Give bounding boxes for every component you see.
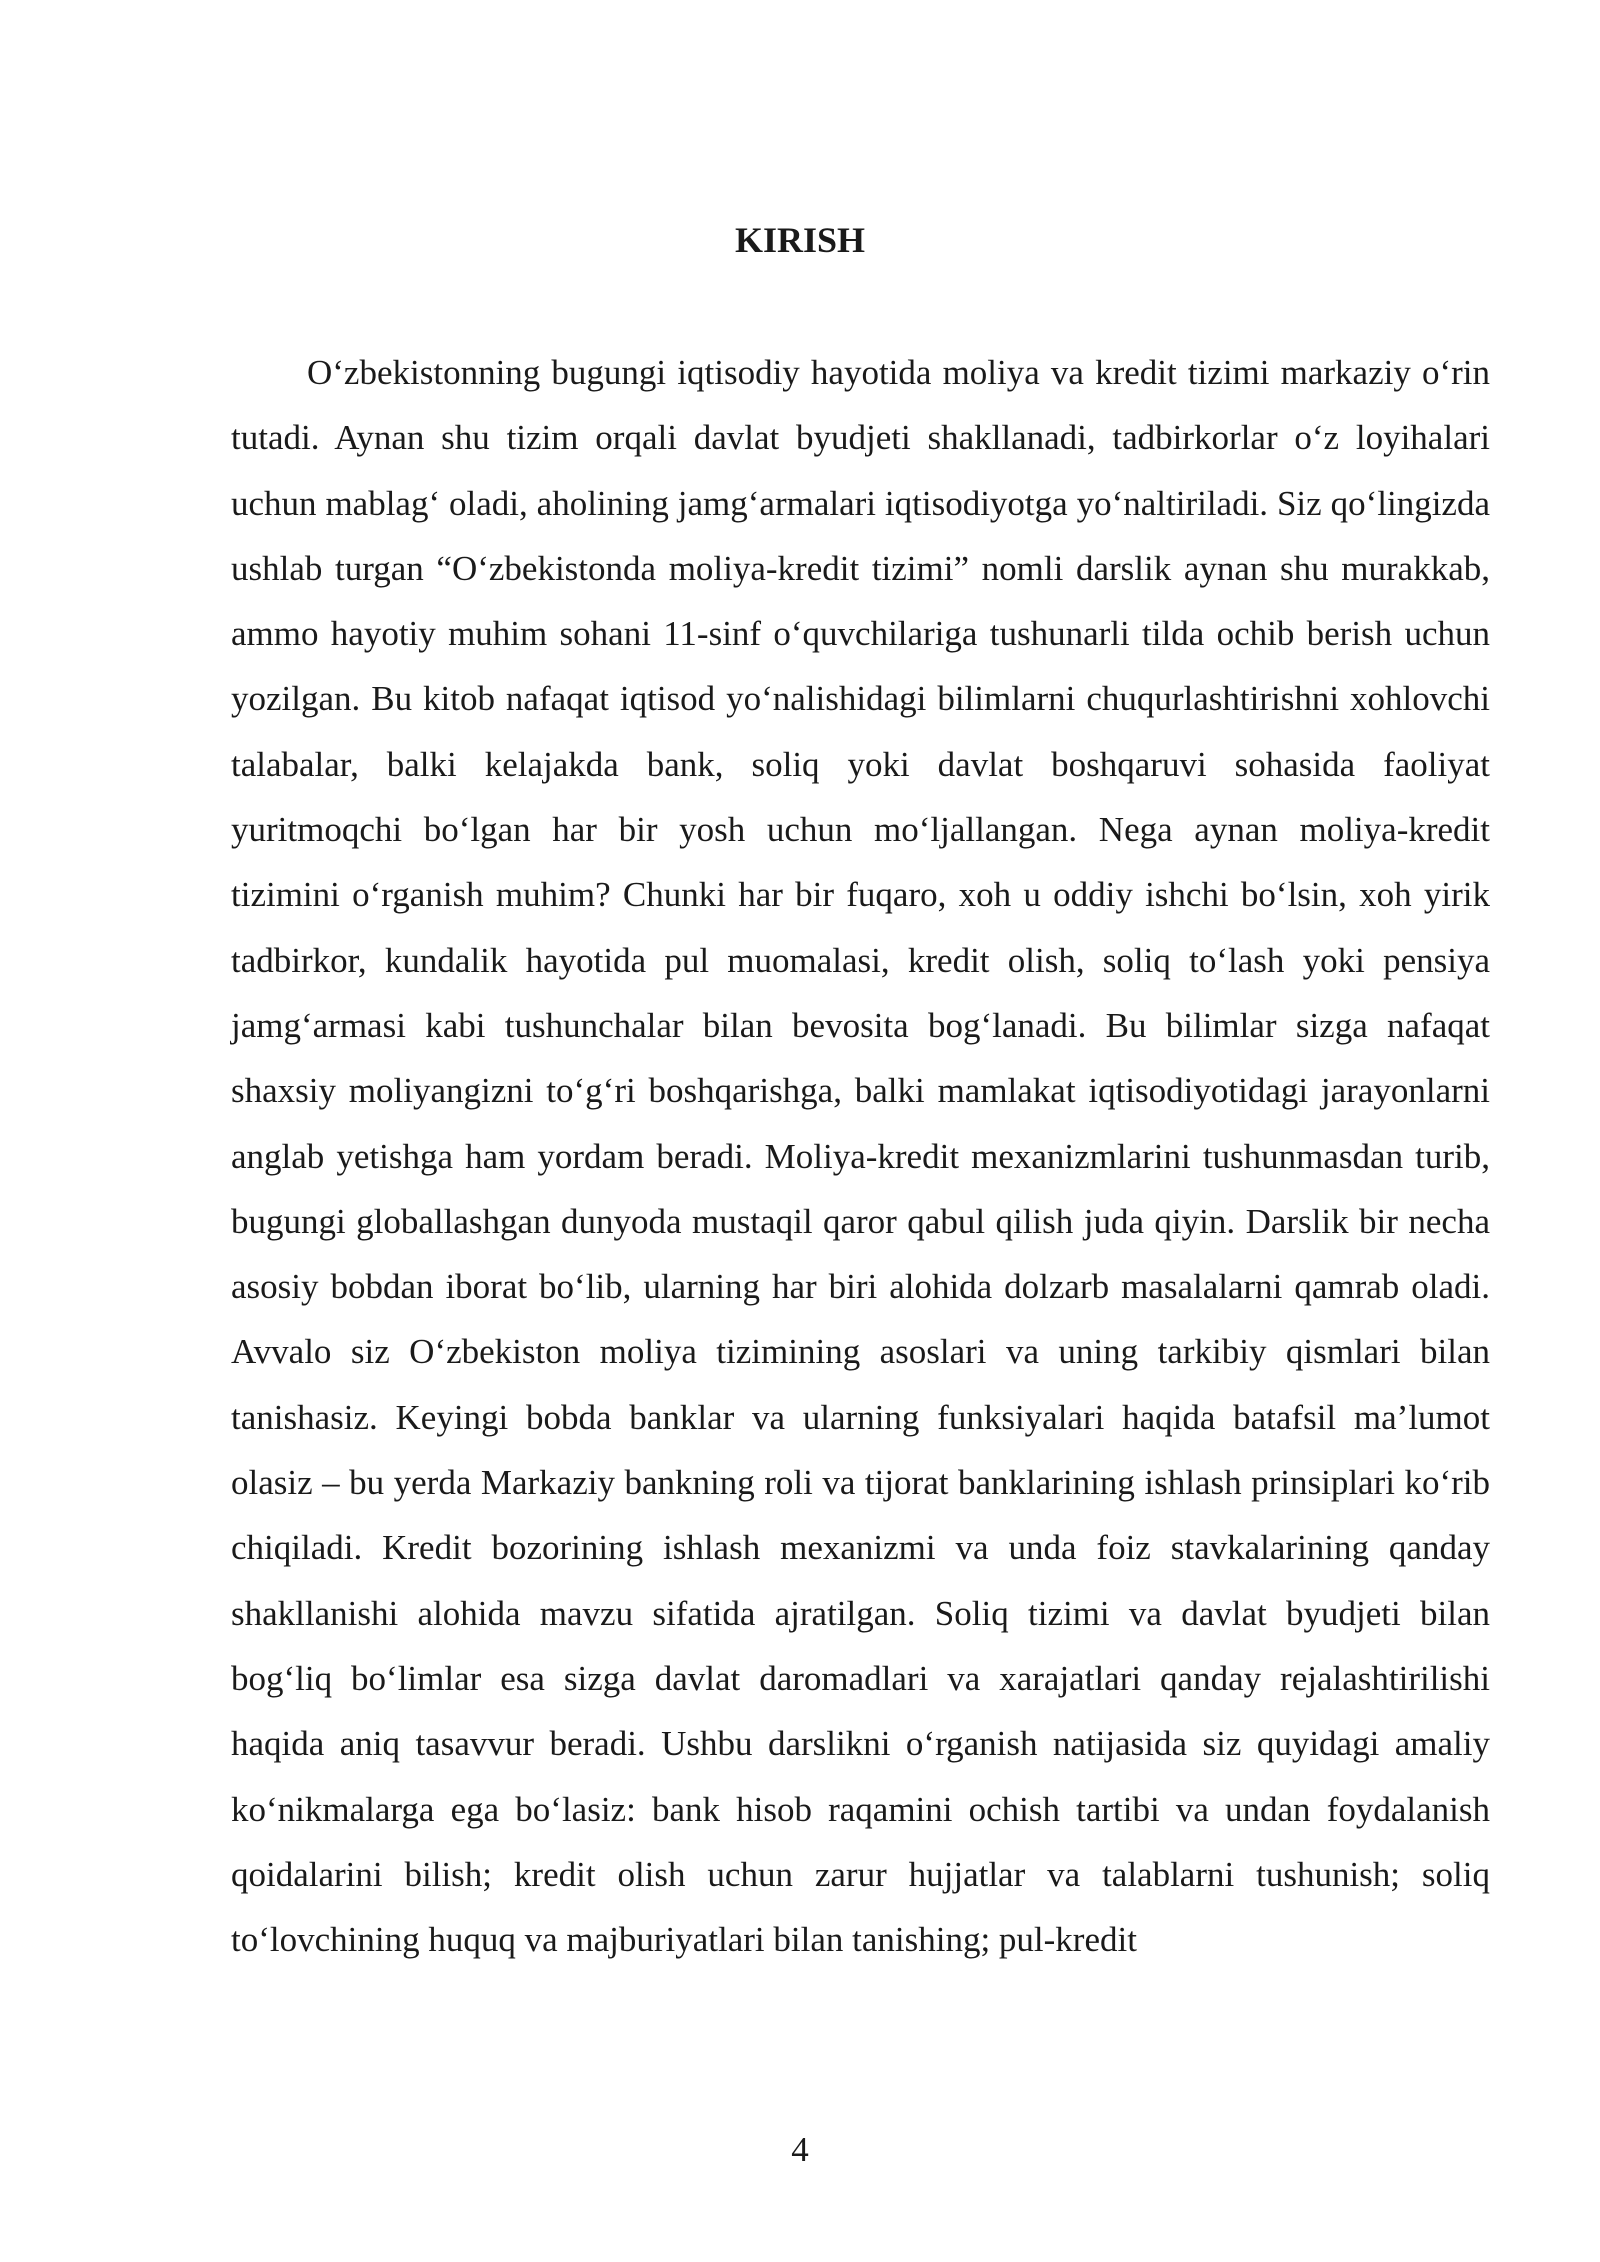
- page-number: 4: [791, 2130, 809, 2169]
- body-paragraph: O‘zbekistonning bugungi iqtisodiy hayotida moliya va kredit tizimi markaziy o‘rin tutadi. Aynan shu tizim orqali davlat byudjeti shakllanadi, tadbirkorlar o‘z loyihalari uchun mablag‘ oladi, aholining jamg‘armalari iqtisodiyotga yo‘naltiriladi. Siz qo‘lingizda ushlab turgan “O‘zbekistonda moliya-kredit tizimi” nomli darslik aynan shu murakkab, ammo hayotiy muhim sohani 11-sinf o‘quvchilariga tushunarli tilda ochib berish uchun yozilgan. Bu kitob nafaqat iqtisod yo‘nalishidagi bilimlarni chuqurlashtirishni xohlovchi talabalar, balki kelajakda bank, soliq yoki davlat boshqaruvi sohasida faoliyat yuritmoqchi bo‘lgan har bir yosh uchun mo‘ljallangan. Nega aynan moliya-kredit tizimini o‘rganish muhim? Chunki har bir fuqaro, xoh u oddiy ishchi bo‘lsin, xoh yirik tadbirkor, kundalik hayotida pul muomalasi, kredit olish, soliq to‘lash yoki pensiya jamg‘armasi kabi tushunchalar bilan bevosita bog‘lanadi. Bu bilimlar sizga nafaqat shaxsiy moliyangizni to‘g‘ri boshqarishga, balki mamlakat iqtisodiyotidagi jarayonlarni anglab yetishga ham yordam beradi. Moliya-kredit mexanizmlarini tushunmasdan turib, bugungi globallashgan dunyoda mustaqil qaror qabul qilish juda qiyin. Darslik bir necha asosiy bobdan iborat bo‘lib, ularning har biri alohida dolzarb masalalarni qamrab oladi. Avvalo siz O‘zbekiston moliya tizimining asoslari va uning tarkibiy qismlari bilan tanishasiz. Keyingi bobda banklar va ularning funksiyalari haqida batafsil ma’lumot olasiz – bu yerda Markaziy bankning roli va tijorat banklarining ishlash prinsiplari ko‘rib chiqiladi. Kredit bozorining ishlash mexanizmi va unda foiz stavkalarining qanday shakllanishi alohida mavzu sifatida ajratilgan. Soliq tizimi va davlat byudjeti bilan bog‘liq bo‘limlar esa sizga davlat daromadlari va xarajatlari qanday rejalashtirilishi haqida aniq tasavvur beradi. Ushbu darslikni o‘rganish natijasida siz quyidagi amaliy ko‘nikmalarga ega bo‘lasiz: bank hisob raqamini ochish tartibi va undan foydalanish qoidalarini bilish; kredit olish uchun zarur hujjatlar va talablarni tushunish; soliq to‘lovchining huquq va majburiyatlari bilan tanishing; pul-kredit: [231, 353, 1490, 1960]
- page-title: KIRISH: [734, 220, 866, 260]
